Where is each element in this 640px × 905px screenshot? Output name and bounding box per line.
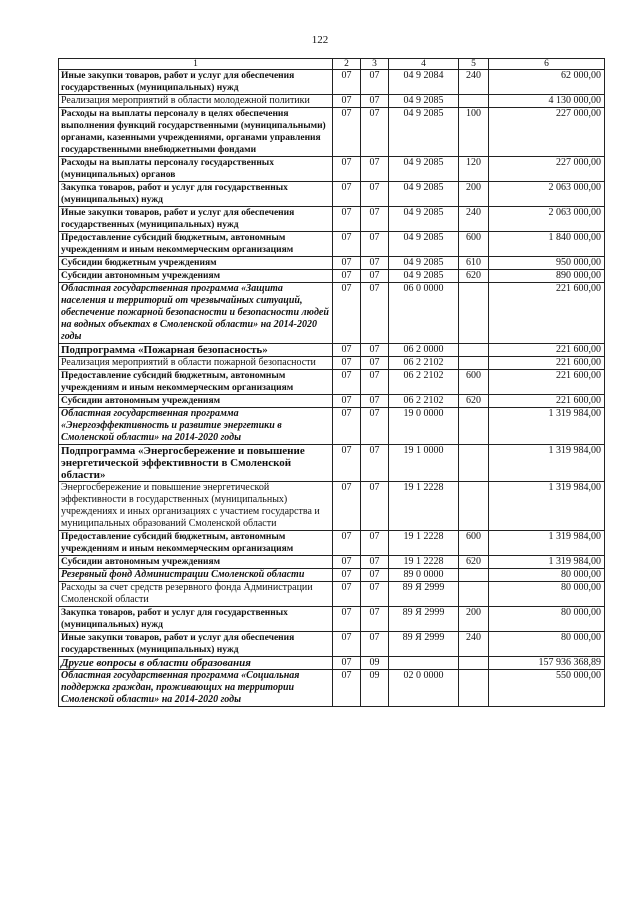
row-name-cell: Реализация мероприятий в области молодежной политики [59, 95, 333, 108]
row-name-cell: Реализация мероприятий в области пожарной безопасности [59, 357, 333, 370]
row-name-cell: Подпрограмма «Пожарная безопасность» [59, 344, 333, 357]
row-section-cell: 07 [333, 582, 361, 607]
header-cell: 2 [333, 59, 361, 70]
row-expense-type-cell: 200 [459, 182, 489, 207]
row-expense-type-cell [459, 95, 489, 108]
row-expense-type-cell: 620 [459, 556, 489, 569]
table-row [59, 257, 605, 270]
row-amount-cell: 2 063 000,00 [489, 207, 605, 232]
row-section-cell: 07 [333, 482, 361, 531]
row-subsection-cell: 07 [361, 232, 389, 257]
row-name-cell: Иные закупки товаров, работ и услуг для обеспечения государственных (муниципальных) нужд [59, 632, 333, 657]
row-target-code-cell: 89 Я 2999 [389, 607, 459, 632]
table-row [59, 232, 605, 257]
table-row [59, 270, 605, 283]
table-row [59, 445, 605, 482]
row-name-cell: Закупка товаров, работ и услуг для государственных (муниципальных) нужд [59, 182, 333, 207]
row-target-code-cell: 89 Я 2999 [389, 582, 459, 607]
row-name-cell: Субсидии автономным учреждениям [59, 556, 333, 569]
row-name-cell: Областная государственная программа «Энергоэффективность и развитие энергетики в Смоленской области» на 2014-2020 годы [59, 408, 333, 445]
row-expense-type-cell [459, 344, 489, 357]
row-subsection-cell: 09 [361, 657, 389, 670]
row-amount-cell: 1 319 984,00 [489, 531, 605, 556]
row-subsection-cell: 07 [361, 531, 389, 556]
row-expense-type-cell: 240 [459, 207, 489, 232]
table-row [59, 670, 605, 707]
row-amount-cell: 4 130 000,00 [489, 95, 605, 108]
row-expense-type-cell: 600 [459, 531, 489, 556]
row-amount-cell: 80 000,00 [489, 632, 605, 657]
row-name-cell: Резервный фонд Администрации Смоленской области [59, 569, 333, 582]
row-section-cell: 07 [333, 95, 361, 108]
table-row [59, 632, 605, 657]
row-target-code-cell: 04 9 2085 [389, 95, 459, 108]
row-target-code-cell: 04 9 2085 [389, 182, 459, 207]
table-row [59, 95, 605, 108]
row-amount-cell: 80 000,00 [489, 569, 605, 582]
row-subsection-cell: 07 [361, 257, 389, 270]
row-subsection-cell: 07 [361, 70, 389, 95]
row-subsection-cell: 07 [361, 569, 389, 582]
row-section-cell: 07 [333, 657, 361, 670]
row-name-cell: Предоставление субсидий бюджетным, автономным учреждениям и иным некоммерческим организациям [59, 370, 333, 395]
row-name-cell: Областная государственная программа «Социальная поддержка граждан, проживающих на территории Смоленской области» на 2014-2020 годы [59, 670, 333, 707]
row-amount-cell: 227 000,00 [489, 108, 605, 157]
table-row [59, 344, 605, 357]
row-section-cell: 07 [333, 207, 361, 232]
row-subsection-cell: 07 [361, 108, 389, 157]
budget-table [58, 58, 605, 707]
row-expense-type-cell: 240 [459, 70, 489, 95]
row-section-cell: 07 [333, 108, 361, 157]
table-row [59, 531, 605, 556]
row-section-cell: 07 [333, 445, 361, 482]
row-subsection-cell: 09 [361, 670, 389, 707]
row-section-cell: 07 [333, 569, 361, 582]
row-target-code-cell: 89 Я 2999 [389, 632, 459, 657]
row-subsection-cell: 07 [361, 482, 389, 531]
row-amount-cell: 950 000,00 [489, 257, 605, 270]
row-section-cell: 07 [333, 670, 361, 707]
row-subsection-cell: 07 [361, 270, 389, 283]
row-amount-cell: 227 000,00 [489, 157, 605, 182]
table-row [59, 395, 605, 408]
row-expense-type-cell: 600 [459, 370, 489, 395]
row-amount-cell: 221 600,00 [489, 344, 605, 357]
row-subsection-cell: 07 [361, 283, 389, 344]
row-target-code-cell: 06 0 0000 [389, 283, 459, 344]
row-amount-cell: 221 600,00 [489, 283, 605, 344]
row-amount-cell: 890 000,00 [489, 270, 605, 283]
row-section-cell: 07 [333, 357, 361, 370]
table-row [59, 607, 605, 632]
row-subsection-cell: 07 [361, 556, 389, 569]
row-amount-cell: 550 000,00 [489, 670, 605, 707]
row-subsection-cell: 07 [361, 632, 389, 657]
row-section-cell: 07 [333, 232, 361, 257]
row-subsection-cell: 07 [361, 607, 389, 632]
page-number: 122 [311, 34, 329, 46]
table-row [59, 283, 605, 344]
table-row [59, 70, 605, 95]
row-subsection-cell: 07 [361, 395, 389, 408]
row-target-code-cell: 19 0 0000 [389, 408, 459, 445]
row-target-code-cell: 19 1 2228 [389, 531, 459, 556]
row-target-code-cell: 89 0 0000 [389, 569, 459, 582]
table-row [59, 357, 605, 370]
row-subsection-cell: 07 [361, 157, 389, 182]
row-section-cell: 07 [333, 257, 361, 270]
header-cell: 4 [389, 59, 459, 70]
header-cell: 3 [361, 59, 389, 70]
row-expense-type-cell: 120 [459, 157, 489, 182]
row-target-code-cell: 04 9 2085 [389, 270, 459, 283]
row-amount-cell: 1 319 984,00 [489, 408, 605, 445]
row-amount-cell: 2 063 000,00 [489, 182, 605, 207]
row-target-code-cell: 06 2 0000 [389, 344, 459, 357]
row-amount-cell: 1 840 000,00 [489, 232, 605, 257]
row-section-cell: 07 [333, 632, 361, 657]
row-expense-type-cell [459, 569, 489, 582]
row-subsection-cell: 07 [361, 357, 389, 370]
row-amount-cell: 221 600,00 [489, 395, 605, 408]
row-name-cell: Областная государственная программа «Защита населения и территорий от чрезвычайных ситуаций, обеспечение пожарной безопасности и безопасности людей на водных объектах в Смоленской области» на 2014-2020 годы [59, 283, 333, 344]
row-amount-cell: 62 000,00 [489, 70, 605, 95]
row-target-code-cell: 04 9 2084 [389, 70, 459, 95]
row-target-code-cell: 06 2 2102 [389, 357, 459, 370]
row-section-cell: 07 [333, 70, 361, 95]
row-section-cell: 07 [333, 182, 361, 207]
row-subsection-cell: 07 [361, 207, 389, 232]
row-expense-type-cell: 620 [459, 270, 489, 283]
row-expense-type-cell [459, 670, 489, 707]
row-expense-type-cell: 200 [459, 607, 489, 632]
row-name-cell: Подпрограмма «Энергосбережение и повышение энергетической эффективности в Смоленской области» [59, 445, 333, 482]
table-row [59, 569, 605, 582]
row-subsection-cell: 07 [361, 408, 389, 445]
row-target-code-cell: 19 1 2228 [389, 482, 459, 531]
row-subsection-cell: 07 [361, 370, 389, 395]
table-row [59, 582, 605, 607]
header-cell: 6 [489, 59, 605, 70]
row-expense-type-cell [459, 283, 489, 344]
row-expense-type-cell: 240 [459, 632, 489, 657]
row-target-code-cell [389, 657, 459, 670]
row-target-code-cell: 19 1 0000 [389, 445, 459, 482]
row-section-cell: 07 [333, 283, 361, 344]
row-target-code-cell: 06 2 2102 [389, 370, 459, 395]
table-row [59, 157, 605, 182]
row-name-cell: Предоставление субсидий бюджетным, автономным учреждениям и иным некоммерческим организациям [59, 232, 333, 257]
row-section-cell: 07 [333, 531, 361, 556]
row-amount-cell: 157 936 368,89 [489, 657, 605, 670]
row-name-cell: Субсидии бюджетным учреждениям [59, 257, 333, 270]
row-amount-cell: 1 319 984,00 [489, 445, 605, 482]
header-cell: 5 [459, 59, 489, 70]
row-target-code-cell: 02 0 0000 [389, 670, 459, 707]
row-expense-type-cell: 600 [459, 232, 489, 257]
row-amount-cell: 1 319 984,00 [489, 482, 605, 531]
row-subsection-cell: 07 [361, 344, 389, 357]
row-name-cell: Закупка товаров, работ и услуг для государственных (муниципальных) нужд [59, 607, 333, 632]
row-target-code-cell: 04 9 2085 [389, 232, 459, 257]
table-row [59, 657, 605, 670]
row-expense-type-cell [459, 657, 489, 670]
row-expense-type-cell: 610 [459, 257, 489, 270]
row-subsection-cell: 07 [361, 95, 389, 108]
table-row [59, 108, 605, 157]
header-cell: 1 [59, 59, 333, 70]
row-expense-type-cell: 100 [459, 108, 489, 157]
row-target-code-cell: 06 2 2102 [389, 395, 459, 408]
row-section-cell: 07 [333, 370, 361, 395]
row-name-cell: Иные закупки товаров, работ и услуг для обеспечения государственных (муниципальных) нужд [59, 207, 333, 232]
row-amount-cell: 80 000,00 [489, 582, 605, 607]
row-name-cell: Субсидии автономным учреждениям [59, 395, 333, 408]
table-row [59, 408, 605, 445]
table-row [59, 182, 605, 207]
row-expense-type-cell [459, 482, 489, 531]
row-target-code-cell: 19 1 2228 [389, 556, 459, 569]
table-row [59, 482, 605, 531]
row-section-cell: 07 [333, 344, 361, 357]
table-header-row [59, 59, 605, 70]
table-row [59, 207, 605, 232]
row-section-cell: 07 [333, 556, 361, 569]
row-amount-cell: 221 600,00 [489, 357, 605, 370]
row-section-cell: 07 [333, 270, 361, 283]
row-amount-cell: 80 000,00 [489, 607, 605, 632]
row-section-cell: 07 [333, 157, 361, 182]
row-name-cell: Энергосбережение и повышение энергетической эффективности в государственных (муниципальных) учреждениях и иных организациях с участием государства и муниципальных образований Смоленской области [59, 482, 333, 531]
row-name-cell: Расходы на выплаты персоналу государственных (муниципальных) органов [59, 157, 333, 182]
row-target-code-cell: 04 9 2085 [389, 108, 459, 157]
row-name-cell: Субсидии автономным учреждениям [59, 270, 333, 283]
row-expense-type-cell [459, 582, 489, 607]
row-section-cell: 07 [333, 395, 361, 408]
row-expense-type-cell: 620 [459, 395, 489, 408]
row-subsection-cell: 07 [361, 445, 389, 482]
row-name-cell: Другие вопросы в области образования [59, 657, 333, 670]
row-target-code-cell: 04 9 2085 [389, 157, 459, 182]
row-amount-cell: 221 600,00 [489, 370, 605, 395]
row-name-cell: Предоставление субсидий бюджетным, автономным учреждениям и иным некоммерческим организациям [59, 531, 333, 556]
row-target-code-cell: 04 9 2085 [389, 257, 459, 270]
row-name-cell: Иные закупки товаров, работ и услуг для обеспечения государственных (муниципальных) нужд [59, 70, 333, 95]
row-expense-type-cell [459, 357, 489, 370]
row-amount-cell: 1 319 984,00 [489, 556, 605, 569]
table-row [59, 556, 605, 569]
row-name-cell: Расходы на выплаты персоналу в целях обеспечения выполнения функций государственными (муниципальными) органами, казенными учреждениями, органами управления государственными внебюджетными фондами [59, 108, 333, 157]
row-expense-type-cell [459, 408, 489, 445]
row-subsection-cell: 07 [361, 582, 389, 607]
row-name-cell: Расходы за счет средств резервного фонда Администрации Смоленской области [59, 582, 333, 607]
row-expense-type-cell [459, 445, 489, 482]
row-subsection-cell: 07 [361, 182, 389, 207]
row-target-code-cell: 04 9 2085 [389, 207, 459, 232]
table-row [59, 370, 605, 395]
row-section-cell: 07 [333, 408, 361, 445]
row-section-cell: 07 [333, 607, 361, 632]
